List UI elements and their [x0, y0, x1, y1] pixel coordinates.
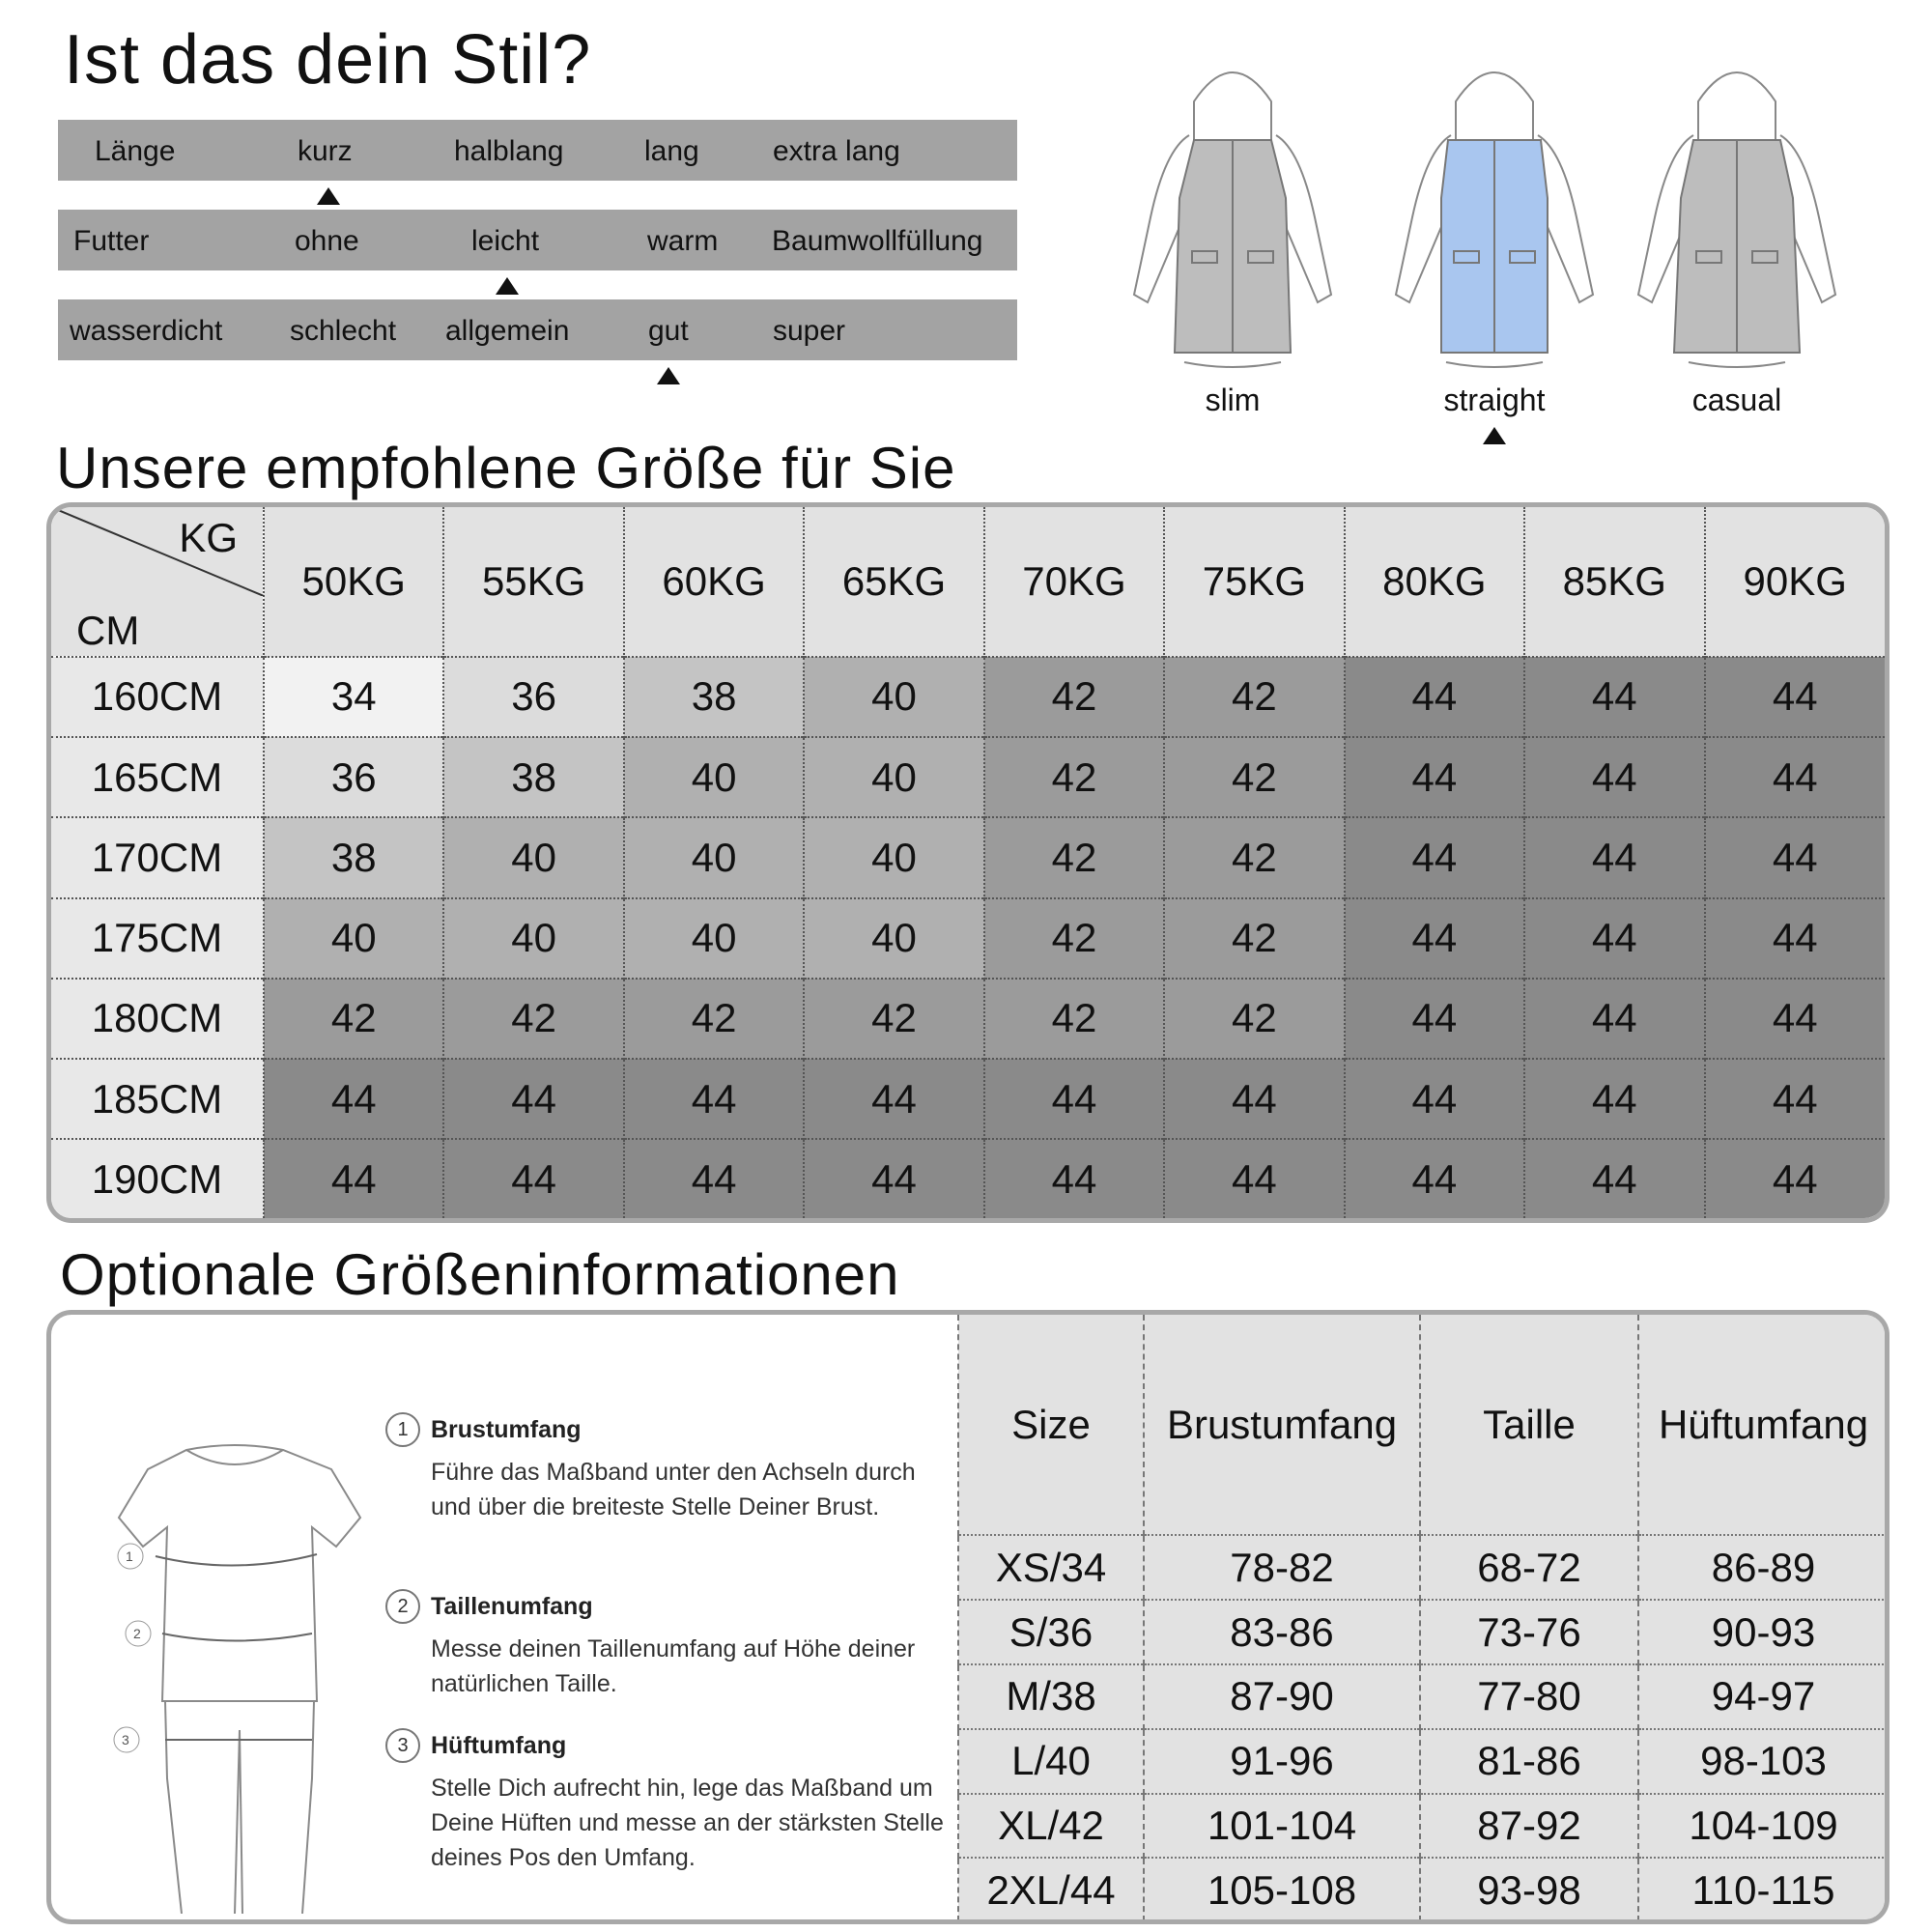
step-description: Stelle Dich aufrecht hin, lege das Maßband um Deine Hüften und messe an der stärksten Stelle deines Pos den Umfang. — [431, 1775, 944, 1871]
size-cell: 42 — [984, 898, 1164, 979]
weight-header: 90KG — [1705, 507, 1886, 657]
table-row — [51, 898, 1885, 979]
size-cell: 40 — [624, 898, 804, 979]
height-header: 165CM — [51, 737, 264, 817]
size-chart-cell: 104-109 — [1638, 1794, 1888, 1859]
table-row — [958, 1664, 1888, 1729]
size-chart-cell: 101-104 — [1144, 1794, 1420, 1859]
fit-label: slim — [1205, 383, 1261, 417]
size-cell: 42 — [264, 979, 443, 1059]
size-cell: 44 — [1345, 898, 1524, 979]
table-corner — [51, 507, 264, 657]
size-chart-cell: 77-80 — [1420, 1664, 1638, 1729]
table-row — [51, 1139, 1885, 1218]
size-cell: 44 — [264, 1059, 443, 1139]
style-row-label: Futter — [73, 225, 150, 257]
table-row — [51, 737, 1885, 817]
size-cell: 44 — [1164, 1139, 1344, 1218]
size-chart-cell: L/40 — [958, 1729, 1144, 1794]
size-chart-cell: 68-72 — [1420, 1535, 1638, 1600]
size-chart-cell: 110-115 — [1638, 1858, 1888, 1921]
size-cell: 42 — [984, 657, 1164, 737]
size-cell: 42 — [804, 979, 983, 1059]
size-cell: 40 — [264, 898, 443, 979]
size-chart-cell: XL/42 — [958, 1794, 1144, 1859]
size-cell: 42 — [624, 979, 804, 1059]
style-option: allgemein — [445, 315, 570, 347]
size-cell: 38 — [443, 737, 623, 817]
fit-label: casual — [1691, 383, 1782, 417]
size-chart-cell: 94-97 — [1638, 1664, 1888, 1729]
step-number: 3 — [385, 1728, 420, 1763]
weight-header: 55KG — [443, 507, 623, 657]
size-chart-cell: 91-96 — [1144, 1729, 1420, 1794]
size-cell: 38 — [624, 657, 804, 737]
size-cell: 40 — [804, 657, 983, 737]
selected-fit-marker-icon — [1483, 427, 1506, 444]
style-option: schlecht — [290, 315, 397, 347]
size-cell: 44 — [1705, 817, 1886, 897]
size-chart-cell: 2XL/44 — [958, 1858, 1144, 1921]
figure-marker-3-label: 3 — [122, 1732, 129, 1747]
style-title: Ist das dein Stil? — [64, 21, 592, 99]
size-cell: 42 — [984, 817, 1164, 897]
weight-header: 60KG — [624, 507, 804, 657]
size-cell: 44 — [1345, 1059, 1524, 1139]
coat-slim-icon — [1126, 43, 1339, 377]
step-description: Führe das Maßband unter den Achseln durch und über die breiteste Stelle Deiner Brust. — [431, 1459, 916, 1520]
size-cell: 44 — [1345, 657, 1524, 737]
size-cell: 34 — [264, 657, 443, 737]
recommend-title: Unsere empfohlene Größe für Sie — [56, 436, 956, 500]
height-header: 185CM — [51, 1059, 264, 1139]
coat-casual-icon — [1631, 43, 1843, 377]
table-row — [51, 657, 1885, 737]
step-title: Hüftumfang — [431, 1732, 567, 1759]
size-cell: 44 — [1705, 737, 1886, 817]
style-option: kurz — [298, 135, 353, 167]
height-header: 160CM — [51, 657, 264, 737]
style-row — [58, 120, 1017, 181]
size-cell: 40 — [624, 737, 804, 817]
size-chart-cell: 87-92 — [1420, 1794, 1638, 1859]
weight-header: 50KG — [264, 507, 443, 657]
size-chart-cell: 86-89 — [1638, 1535, 1888, 1600]
style-row — [58, 299, 1017, 360]
size-cell: 42 — [984, 979, 1164, 1059]
size-chart-cell: 98-103 — [1638, 1729, 1888, 1794]
weight-header: 85KG — [1524, 507, 1704, 657]
table-row — [51, 1059, 1885, 1139]
size-cell: 40 — [804, 898, 983, 979]
size-recommendation-table — [46, 502, 1889, 1223]
size-cell: 38 — [264, 817, 443, 897]
size-cell: 44 — [804, 1059, 983, 1139]
step-number: 1 — [385, 1412, 420, 1447]
style-row — [58, 210, 1017, 270]
table-row — [51, 817, 1885, 897]
size-cell: 44 — [1524, 1139, 1704, 1218]
height-header: 175CM — [51, 898, 264, 979]
size-cell: 40 — [804, 817, 983, 897]
size-cell: 44 — [1524, 1059, 1704, 1139]
size-cell: 44 — [1524, 657, 1704, 737]
size-cell: 44 — [1345, 1139, 1524, 1218]
weight-header: 70KG — [984, 507, 1164, 657]
selected-marker-icon — [657, 367, 680, 384]
size-cell: 44 — [1705, 657, 1886, 737]
figure-marker-2-label: 2 — [133, 1626, 141, 1641]
size-cell: 42 — [443, 979, 623, 1059]
table-row — [958, 1858, 1888, 1921]
selected-marker-icon — [496, 277, 519, 295]
style-option: halblang — [454, 135, 564, 167]
size-cell: 40 — [443, 898, 623, 979]
size-cell: 44 — [624, 1059, 804, 1139]
size-cell: 42 — [1164, 817, 1344, 897]
size-chart-header: Size — [958, 1315, 1144, 1535]
weight-header: 65KG — [804, 507, 983, 657]
size-cell: 36 — [443, 657, 623, 737]
size-cell: 44 — [1524, 979, 1704, 1059]
style-option: extra lang — [773, 135, 900, 167]
size-cell: 44 — [984, 1059, 1164, 1139]
size-cell: 42 — [1164, 979, 1344, 1059]
style-option: warm — [647, 225, 719, 257]
size-cell: 40 — [804, 737, 983, 817]
size-cell: 44 — [1705, 979, 1886, 1059]
corner-height-label: CM — [76, 607, 140, 653]
size-cell: 40 — [443, 817, 623, 897]
step-number: 2 — [385, 1589, 420, 1624]
table-row — [958, 1535, 1888, 1600]
size-cell: 44 — [1705, 1139, 1886, 1218]
size-cell: 44 — [1524, 817, 1704, 897]
size-chart-cell: 83-86 — [1144, 1600, 1420, 1664]
style-option: Baumwollfüllung — [772, 225, 983, 257]
size-cell: 44 — [1524, 737, 1704, 817]
size-cell: 44 — [443, 1059, 623, 1139]
selected-marker-icon — [317, 187, 340, 205]
height-header: 170CM — [51, 817, 264, 897]
size-cell: 42 — [1164, 898, 1344, 979]
size-chart-header: Taille — [1420, 1315, 1638, 1535]
style-option: leicht — [471, 225, 540, 257]
optional-title: Optionale Größeninformationen — [60, 1242, 900, 1307]
size-cell: 44 — [1705, 1059, 1886, 1139]
size-cell: 42 — [1164, 737, 1344, 817]
size-cell: 44 — [1345, 737, 1524, 817]
table-row — [51, 979, 1885, 1059]
size-chart-cell: 78-82 — [1144, 1535, 1420, 1600]
corner-weight-label: KG — [179, 515, 238, 560]
style-option: ohne — [295, 225, 359, 257]
size-cell: 44 — [1345, 817, 1524, 897]
coat-straight-icon — [1388, 43, 1601, 377]
size-cell: 44 — [1164, 1059, 1344, 1139]
style-option: lang — [644, 135, 699, 167]
size-cell: 44 — [804, 1139, 983, 1218]
measurement-panel — [46, 1310, 1889, 1924]
size-chart-header: Brustumfang — [1144, 1315, 1420, 1535]
figure-marker-1-label: 1 — [126, 1548, 133, 1564]
style-row-label: wasserdicht — [70, 315, 223, 347]
style-option: super — [773, 315, 846, 347]
fit-label: straight — [1443, 383, 1546, 417]
size-chart-cell: XS/34 — [958, 1535, 1144, 1600]
size-cell: 44 — [984, 1139, 1164, 1218]
size-chart-cell: 87-90 — [1144, 1664, 1420, 1729]
table-row — [958, 1600, 1888, 1664]
size-cell: 36 — [264, 737, 443, 817]
size-cell: 42 — [984, 737, 1164, 817]
size-cell: 44 — [1524, 898, 1704, 979]
table-row — [958, 1729, 1888, 1794]
height-header: 180CM — [51, 979, 264, 1059]
size-chart-cell: 73-76 — [1420, 1600, 1638, 1664]
size-chart-cell: 90-93 — [1638, 1600, 1888, 1664]
size-cell: 44 — [1705, 898, 1886, 979]
step-title: Taillenumfang — [431, 1593, 593, 1620]
size-cell: 44 — [443, 1139, 623, 1218]
step-title: Brustumfang — [431, 1416, 582, 1443]
body-measurement-figure — [71, 1411, 399, 1914]
size-cell: 44 — [624, 1139, 804, 1218]
style-row-label: Länge — [95, 135, 176, 167]
size-cell: 42 — [1164, 657, 1344, 737]
size-cell: 40 — [624, 817, 804, 897]
size-chart-cell: 105-108 — [1144, 1858, 1420, 1921]
size-chart-cell: S/36 — [958, 1600, 1144, 1664]
style-option: gut — [648, 315, 689, 347]
size-chart-cell: 93-98 — [1420, 1858, 1638, 1921]
size-chart-cell: 81-86 — [1420, 1729, 1638, 1794]
step-description: Messe deinen Taillenumfang auf Höhe deiner natürlichen Taille. — [431, 1635, 916, 1697]
weight-header: 75KG — [1164, 507, 1344, 657]
height-header: 190CM — [51, 1139, 264, 1218]
size-chart-table — [957, 1315, 1888, 1921]
size-chart-header: Hüftumfang — [1638, 1315, 1888, 1535]
weight-header: 80KG — [1345, 507, 1524, 657]
size-cell: 44 — [1345, 979, 1524, 1059]
size-cell: 44 — [264, 1139, 443, 1218]
size-chart-cell: M/38 — [958, 1664, 1144, 1729]
table-row — [958, 1794, 1888, 1859]
